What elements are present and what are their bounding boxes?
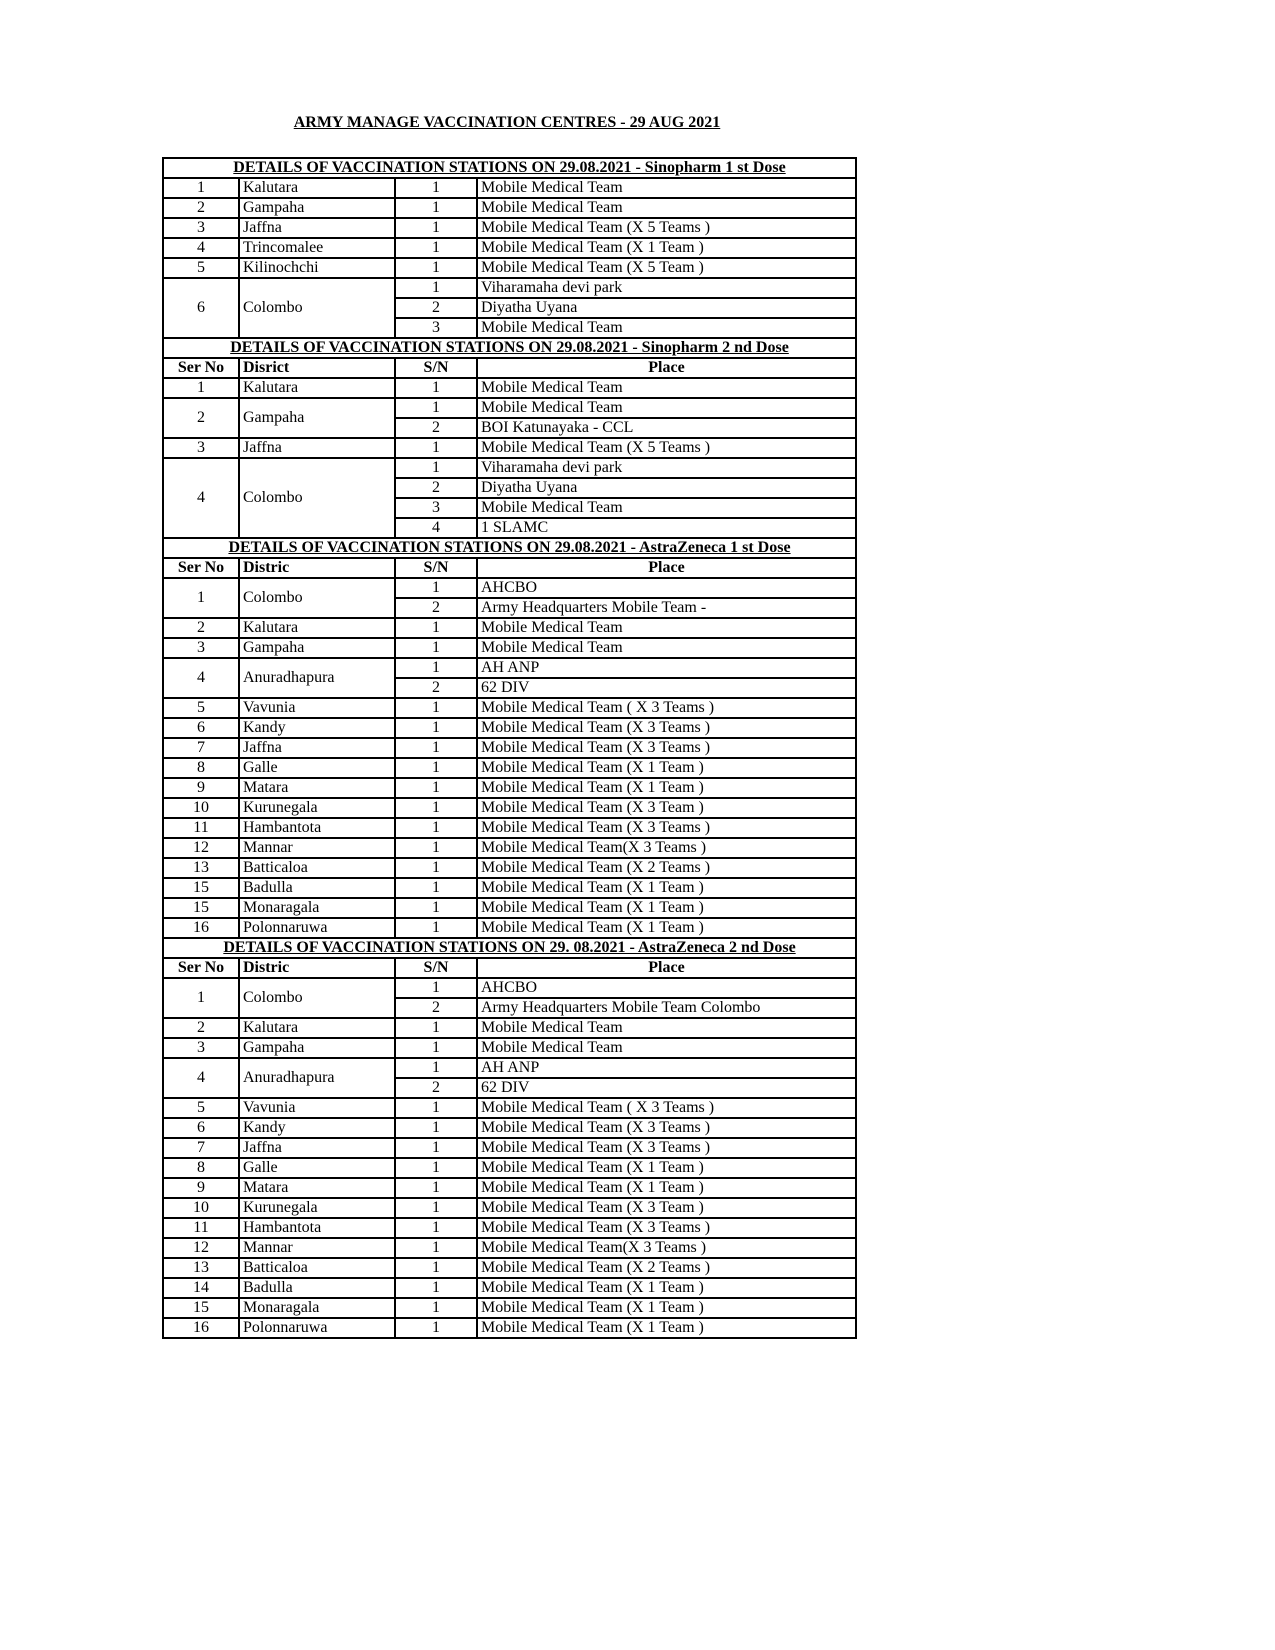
table-row — [163, 1318, 856, 1338]
sn-cell: 2 — [395, 998, 477, 1018]
column-header-sn: S/N — [395, 958, 477, 978]
district-cell: Vavunia — [239, 698, 395, 718]
table-row — [163, 278, 856, 298]
place-cell: 1 SLAMC — [477, 518, 856, 538]
district-cell: Polonnaruwa — [239, 1318, 395, 1338]
district-cell: Badulla — [239, 1278, 395, 1298]
ser-no-cell: 3 — [163, 438, 239, 458]
ser-no-cell: 10 — [163, 798, 239, 818]
sn-cell: 1 — [395, 1058, 477, 1078]
place-cell: Mobile Medical Team — [477, 1018, 856, 1038]
district-cell: Kurunegala — [239, 1198, 395, 1218]
sn-cell: 1 — [395, 658, 477, 678]
district-cell: Anuradhapura — [239, 1058, 395, 1098]
sn-cell: 1 — [395, 1318, 477, 1338]
table-row — [163, 218, 856, 238]
sn-cell: 1 — [395, 1278, 477, 1298]
table-row — [163, 638, 856, 658]
place-cell: Diyatha Uyana — [477, 478, 856, 498]
place-cell: Mobile Medical Team (X 3 Teams ) — [477, 738, 856, 758]
table-row — [163, 818, 856, 838]
sn-cell: 4 — [395, 518, 477, 538]
sn-cell: 1 — [395, 758, 477, 778]
sn-cell: 1 — [395, 258, 477, 278]
column-header-row — [163, 958, 856, 978]
district-cell: Batticaloa — [239, 1258, 395, 1278]
sn-cell: 1 — [395, 1038, 477, 1058]
section-heading: DETAILS OF VACCINATION STATIONS ON 29.08.2021 - AstraZeneca 1 st Dose — [163, 538, 856, 558]
place-cell: Mobile Medical Team — [477, 318, 856, 338]
sn-cell: 1 — [395, 378, 477, 398]
district-cell: Galle — [239, 758, 395, 778]
column-header-district: Disrict — [239, 358, 395, 378]
document-title: ARMY MANAGE VACCINATION CENTRES - 29 AUG 2021 — [293, 114, 721, 131]
column-header-row — [163, 358, 856, 378]
table-row — [163, 1298, 856, 1318]
ser-no-cell: 1 — [163, 378, 239, 398]
ser-no-cell: 7 — [163, 1138, 239, 1158]
place-cell: Mobile Medical Team (X 3 Team ) — [477, 1198, 856, 1218]
table-row — [163, 1218, 856, 1238]
sn-cell: 1 — [395, 738, 477, 758]
sn-cell: 2 — [395, 298, 477, 318]
district-cell: Anuradhapura — [239, 658, 395, 698]
ser-no-cell: 16 — [163, 1318, 239, 1338]
place-cell: Mobile Medical Team (X 1 Team ) — [477, 758, 856, 778]
ser-no-cell: 9 — [163, 778, 239, 798]
district-cell: Kalutara — [239, 618, 395, 638]
table-row — [163, 1178, 856, 1198]
table-row — [163, 718, 856, 738]
district-cell: Mannar — [239, 1238, 395, 1258]
place-cell: Army Headquarters Mobile Team Colombo — [477, 998, 856, 1018]
table-row — [163, 1118, 856, 1138]
place-cell: AH ANP — [477, 1058, 856, 1078]
table-row — [163, 1058, 856, 1078]
place-cell: Mobile Medical Team(X 3 Teams ) — [477, 838, 856, 858]
table-row — [163, 798, 856, 818]
district-cell: Matara — [239, 1178, 395, 1198]
sn-cell: 1 — [395, 398, 477, 418]
table-row — [163, 738, 856, 758]
place-cell: Mobile Medical Team (X 3 Teams ) — [477, 1138, 856, 1158]
sn-cell: 3 — [395, 498, 477, 518]
ser-no-cell: 15 — [163, 1298, 239, 1318]
table-row — [163, 838, 856, 858]
ser-no-cell: 15 — [163, 878, 239, 898]
table-row — [163, 458, 856, 478]
place-cell: BOI Katunayaka - CCL — [477, 418, 856, 438]
district-cell: Colombo — [239, 278, 395, 338]
table-row — [163, 758, 856, 778]
ser-no-cell: 12 — [163, 1238, 239, 1258]
place-cell: Mobile Medical Team (X 3 Teams ) — [477, 818, 856, 838]
ser-no-cell: 10 — [163, 1198, 239, 1218]
ser-no-cell: 6 — [163, 1118, 239, 1138]
place-cell: Mobile Medical Team — [477, 618, 856, 638]
sn-cell: 1 — [395, 238, 477, 258]
place-cell: Mobile Medical Team (X 3 Teams ) — [477, 1218, 856, 1238]
place-cell: Mobile Medical Team (X 1 Team ) — [477, 1178, 856, 1198]
table-body — [163, 158, 856, 1338]
table-row — [163, 1098, 856, 1118]
ser-no-cell: 13 — [163, 1258, 239, 1278]
district-cell: Kandy — [239, 718, 395, 738]
column-header-district: Distric — [239, 958, 395, 978]
ser-no-cell: 3 — [163, 1038, 239, 1058]
sn-cell: 1 — [395, 1258, 477, 1278]
sn-cell: 1 — [395, 1198, 477, 1218]
place-cell: Mobile Medical Team (X 2 Teams ) — [477, 858, 856, 878]
ser-no-cell: 7 — [163, 738, 239, 758]
table-row — [163, 778, 856, 798]
ser-no-cell: 2 — [163, 198, 239, 218]
district-cell: Jaffna — [239, 438, 395, 458]
table-row — [163, 978, 856, 998]
ser-no-cell: 11 — [163, 1218, 239, 1238]
table-row — [163, 1138, 856, 1158]
ser-no-cell: 13 — [163, 858, 239, 878]
table-row — [163, 258, 856, 278]
table-row — [163, 618, 856, 638]
district-cell: Hambantota — [239, 1218, 395, 1238]
sn-cell: 1 — [395, 638, 477, 658]
place-cell: Mobile Medical Team — [477, 638, 856, 658]
ser-no-cell: 8 — [163, 758, 239, 778]
sn-cell: 1 — [395, 798, 477, 818]
district-cell: Gampaha — [239, 398, 395, 438]
column-header-ser-no: Ser No — [163, 358, 239, 378]
section-heading-row — [163, 538, 856, 558]
table-row — [163, 1018, 856, 1038]
table-row — [163, 1258, 856, 1278]
district-cell: Jaffna — [239, 218, 395, 238]
sn-cell: 1 — [395, 1138, 477, 1158]
place-cell: AH ANP — [477, 658, 856, 678]
place-cell: Mobile Medical Team (X 2 Teams ) — [477, 1258, 856, 1278]
place-cell: Mobile Medical Team (X 3 Teams ) — [477, 718, 856, 738]
place-cell: Viharamaha devi park — [477, 278, 856, 298]
sn-cell: 1 — [395, 1178, 477, 1198]
place-cell: Mobile Medical Team (X 1 Team ) — [477, 898, 856, 918]
column-header-place: Place — [477, 358, 856, 378]
table-row — [163, 178, 856, 198]
ser-no-cell: 3 — [163, 638, 239, 658]
table-row — [163, 1198, 856, 1218]
ser-no-cell: 4 — [163, 238, 239, 258]
place-cell: Mobile Medical Team ( X 3 Teams ) — [477, 1098, 856, 1118]
table-row — [163, 918, 856, 938]
district-cell: Kalutara — [239, 1018, 395, 1038]
place-cell: Mobile Medical Team ( X 3 Teams ) — [477, 698, 856, 718]
sn-cell: 1 — [395, 1238, 477, 1258]
column-header-ser-no: Ser No — [163, 958, 239, 978]
ser-no-cell: 5 — [163, 1098, 239, 1118]
district-cell: Polonnaruwa — [239, 918, 395, 938]
sn-cell: 1 — [395, 578, 477, 598]
place-cell: 62 DIV — [477, 678, 856, 698]
column-header-sn: S/N — [395, 558, 477, 578]
ser-no-cell: 8 — [163, 1158, 239, 1178]
sn-cell: 1 — [395, 618, 477, 638]
sn-cell: 1 — [395, 1298, 477, 1318]
table-row — [163, 878, 856, 898]
sn-cell: 1 — [395, 438, 477, 458]
place-cell: 62 DIV — [477, 1078, 856, 1098]
ser-no-cell: 14 — [163, 1278, 239, 1298]
place-cell: Army Headquarters Mobile Team - — [477, 598, 856, 618]
ser-no-cell: 2 — [163, 398, 239, 438]
column-header-ser-no: Ser No — [163, 558, 239, 578]
district-cell: Matara — [239, 778, 395, 798]
section-heading: DETAILS OF VACCINATION STATIONS ON 29.08.2021 - Sinopharm 2 nd Dose — [163, 338, 856, 358]
district-cell: Kurunegala — [239, 798, 395, 818]
place-cell: Mobile Medical Team (X 1 Team ) — [477, 238, 856, 258]
sn-cell: 1 — [395, 898, 477, 918]
district-cell: Monaragala — [239, 1298, 395, 1318]
district-cell: Kalutara — [239, 178, 395, 198]
district-cell: Kalutara — [239, 378, 395, 398]
sn-cell: 1 — [395, 718, 477, 738]
table-row — [163, 658, 856, 678]
district-cell: Kilinochchi — [239, 258, 395, 278]
district-cell: Gampaha — [239, 1038, 395, 1058]
place-cell: AHCBO — [477, 578, 856, 598]
vaccination-stations-table — [162, 157, 857, 1339]
place-cell: Mobile Medical Team — [477, 398, 856, 418]
ser-no-cell: 3 — [163, 218, 239, 238]
sn-cell: 1 — [395, 458, 477, 478]
sn-cell: 1 — [395, 698, 477, 718]
ser-no-cell: 11 — [163, 818, 239, 838]
sn-cell: 1 — [395, 1098, 477, 1118]
sn-cell: 1 — [395, 1158, 477, 1178]
column-header-sn: S/N — [395, 358, 477, 378]
sn-cell: 1 — [395, 198, 477, 218]
place-cell: Mobile Medical Team (X 3 Teams ) — [477, 1118, 856, 1138]
place-cell: Mobile Medical Team (X 1 Team ) — [477, 1298, 856, 1318]
place-cell: Mobile Medical Team — [477, 198, 856, 218]
ser-no-cell: 5 — [163, 258, 239, 278]
district-cell: Kandy — [239, 1118, 395, 1138]
column-header-place: Place — [477, 958, 856, 978]
table-row — [163, 198, 856, 218]
sn-cell: 1 — [395, 178, 477, 198]
sn-cell: 1 — [395, 858, 477, 878]
district-cell: Trincomalee — [239, 238, 395, 258]
table-row — [163, 578, 856, 598]
sn-cell: 1 — [395, 838, 477, 858]
ser-no-cell: 16 — [163, 918, 239, 938]
sn-cell: 1 — [395, 818, 477, 838]
ser-no-cell: 2 — [163, 618, 239, 638]
section-heading-row — [163, 938, 856, 958]
ser-no-cell: 5 — [163, 698, 239, 718]
district-cell: Gampaha — [239, 638, 395, 658]
column-header-row — [163, 558, 856, 578]
district-cell: Colombo — [239, 978, 395, 1018]
ser-no-cell: 6 — [163, 718, 239, 738]
place-cell: Mobile Medical Team (X 5 Team ) — [477, 258, 856, 278]
place-cell: Mobile Medical Team (X 1 Team ) — [477, 918, 856, 938]
table-row — [163, 1038, 856, 1058]
place-cell: Mobile Medical Team — [477, 498, 856, 518]
ser-no-cell: 6 — [163, 278, 239, 338]
sn-cell: 2 — [395, 678, 477, 698]
table-row — [163, 438, 856, 458]
district-cell: Hambantota — [239, 818, 395, 838]
sn-cell: 1 — [395, 878, 477, 898]
place-cell: Mobile Medical Team (X 1 Team ) — [477, 778, 856, 798]
table-row — [163, 1158, 856, 1178]
ser-no-cell: 9 — [163, 1178, 239, 1198]
sn-cell: 1 — [395, 278, 477, 298]
ser-no-cell: 2 — [163, 1018, 239, 1038]
ser-no-cell: 1 — [163, 178, 239, 198]
table-row — [163, 378, 856, 398]
place-cell: Mobile Medical Team (X 1 Team ) — [477, 1278, 856, 1298]
column-header-district: Distric — [239, 558, 395, 578]
place-cell: Mobile Medical Team (X 1 Team ) — [477, 1318, 856, 1338]
section-heading-row — [163, 158, 856, 178]
section-heading-row — [163, 338, 856, 358]
sn-cell: 2 — [395, 598, 477, 618]
sn-cell: 1 — [395, 778, 477, 798]
district-cell: Colombo — [239, 578, 395, 618]
sn-cell: 1 — [395, 218, 477, 238]
table-row — [163, 398, 856, 418]
place-cell: Mobile Medical Team — [477, 1038, 856, 1058]
place-cell: Viharamaha devi park — [477, 458, 856, 478]
sn-cell: 1 — [395, 1018, 477, 1038]
place-cell: Mobile Medical Team (X 1 Team ) — [477, 878, 856, 898]
place-cell: Mobile Medical Team — [477, 178, 856, 198]
sn-cell: 1 — [395, 1218, 477, 1238]
place-cell: Mobile Medical Team (X 3 Team ) — [477, 798, 856, 818]
table-row — [163, 238, 856, 258]
district-cell: Vavunia — [239, 1098, 395, 1118]
place-cell: Mobile Medical Team(X 3 Teams ) — [477, 1238, 856, 1258]
ser-no-cell: 15 — [163, 898, 239, 918]
district-cell: Gampaha — [239, 198, 395, 218]
sn-cell: 3 — [395, 318, 477, 338]
sn-cell: 1 — [395, 1118, 477, 1138]
place-cell: Mobile Medical Team — [477, 378, 856, 398]
district-cell: Galle — [239, 1158, 395, 1178]
section-heading: DETAILS OF VACCINATION STATIONS ON 29. 08.2021 - AstraZeneca 2 nd Dose — [163, 938, 856, 958]
ser-no-cell: 12 — [163, 838, 239, 858]
district-cell: Jaffna — [239, 738, 395, 758]
place-cell: Mobile Medical Team (X 5 Teams ) — [477, 438, 856, 458]
ser-no-cell: 4 — [163, 458, 239, 538]
table-row — [163, 898, 856, 918]
sn-cell: 2 — [395, 1078, 477, 1098]
place-cell: Mobile Medical Team (X 1 Team ) — [477, 1158, 856, 1178]
place-cell: AHCBO — [477, 978, 856, 998]
sn-cell: 2 — [395, 478, 477, 498]
place-cell: Mobile Medical Team (X 5 Teams ) — [477, 218, 856, 238]
place-cell: Diyatha Uyana — [477, 298, 856, 318]
table-row — [163, 698, 856, 718]
district-cell: Monaragala — [239, 898, 395, 918]
ser-no-cell: 4 — [163, 658, 239, 698]
district-cell: Colombo — [239, 458, 395, 538]
ser-no-cell: 1 — [163, 978, 239, 1018]
district-cell: Batticaloa — [239, 858, 395, 878]
column-header-place: Place — [477, 558, 856, 578]
table-row — [163, 1278, 856, 1298]
ser-no-cell: 4 — [163, 1058, 239, 1098]
district-cell: Badulla — [239, 878, 395, 898]
ser-no-cell: 1 — [163, 578, 239, 618]
district-cell: Mannar — [239, 838, 395, 858]
sn-cell: 1 — [395, 918, 477, 938]
table-row — [163, 858, 856, 878]
section-heading: DETAILS OF VACCINATION STATIONS ON 29.08.2021 - Sinopharm 1 st Dose — [163, 158, 856, 178]
table-row — [163, 1238, 856, 1258]
district-cell: Jaffna — [239, 1138, 395, 1158]
sn-cell: 2 — [395, 418, 477, 438]
sn-cell: 1 — [395, 978, 477, 998]
